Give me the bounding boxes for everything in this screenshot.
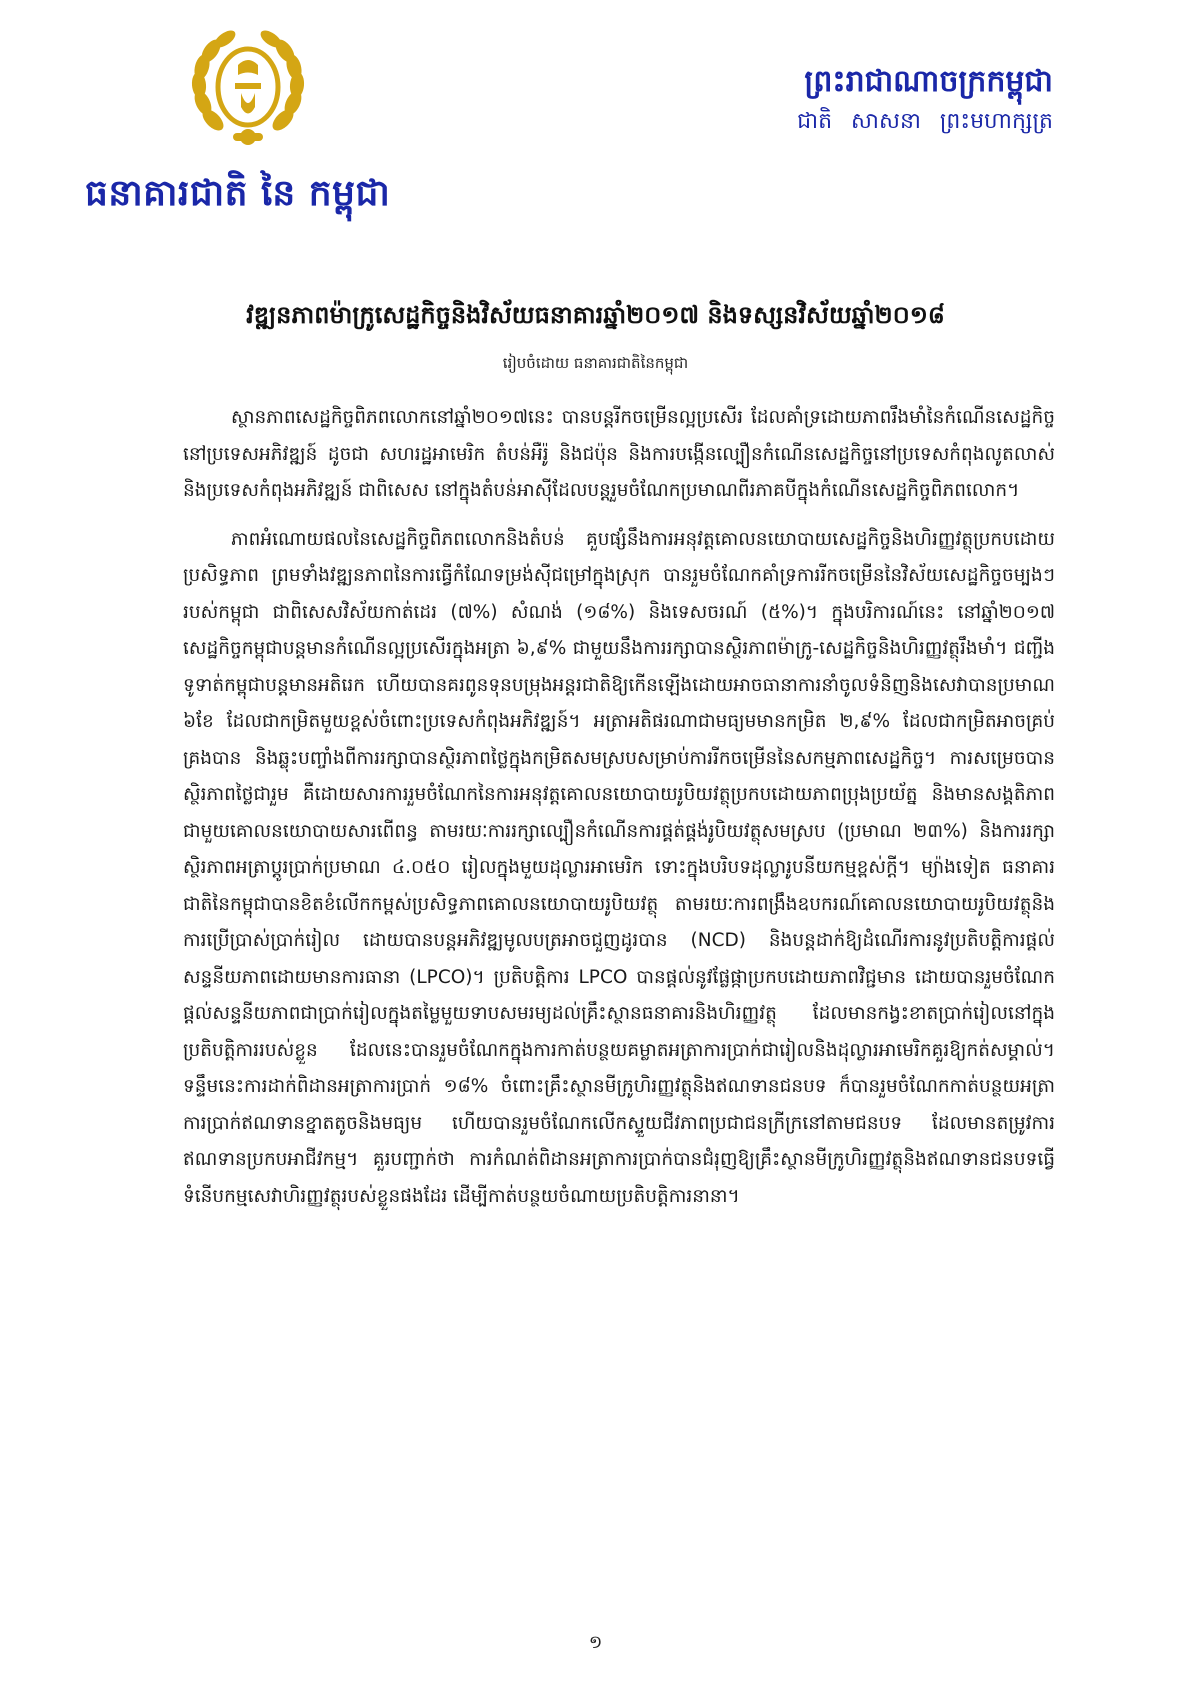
kingdom-motto: ជាតិ សាសនា ព្រះមហាក្សត្រ	[797, 109, 1053, 134]
document-author: រៀបចំដោយ ធនាគារជាតិនៃកម្ពុជា	[502, 354, 689, 372]
kingdom-title: ព្រះរាជាណាចក្រកម្ពុជា	[804, 64, 1053, 99]
page-number: ១	[588, 1632, 603, 1653]
bank-name: ធនាគារជាតិ នៃ កម្ពុជា	[85, 172, 391, 214]
paragraph: ភាពអំណោយផលនៃសេដ្ឋកិច្ចពិភពលោកនិងតំបន់ គួបផ្សំនឹងការអនុវត្តគោលនយោបាយសេដ្ឋកិច្ចនិងហិរញ្ញវត្ថុប្រកបដោយប្រសិទ្ធភាព ព្រមទាំងវឌ្ឍនភាពនៃការធ្វើកំណែទម្រង់ស៊ីជម្រៅក្នុងស្រុក បានរួមចំណែកគាំទ្រការរីកចម្រើននៃវិស័យសេដ្ឋកិច្ចចម្បងៗរបស់កម្ពុជា ជាពិសេសវិស័យកាត់ដេរ (៧%) សំណង់ (១៨%) និងទេសចរណ៍ (៥%)។ ក្នុងបរិការណ៍នេះ នៅឆ្នាំ២០១៧ សេដ្ឋកិច្ចកម្ពុជាបន្តមានកំណើនល្អប្រសើរក្នុងអត្រា ៦,៩% ជាមួយនឹងការរក្សាបានស្ថិរភាពម៉ាក្រូ-សេដ្ឋកិច្ចនិងហិរញ្ញវត្ថុរឹងមាំ។ ជញ្ជីងទូទាត់កម្ពុជាបន្តមានអតិរេក ហើយបានគរពូនទុនបម្រុងអន្តរជាតិឱ្យកើនឡើងដោយអាចធានាការនាំចូលទំនិញនិងសេវាបានប្រមាណ ៦ខែ ដែលជាកម្រិតមួយខ្ពស់ចំពោះប្រទេសកំពុងអភិវឌ្ឍន៍។ អត្រាអតិផរណាជាមធ្យមមានកម្រិត ២,៩% ដែលជាកម្រិតអាចគ្រប់គ្រងបាន និងឆ្លុះបញ្ចាំងពីការរក្សាបានស្ថិរភាពថ្លៃក្នុងកម្រិតសមស្របសម្រាប់ការរីកចម្រើននៃសកម្មភាពសេដ្ឋកិច្ច។ ការសម្រេចបានស្ថិរភាពថ្លៃជារួម គឺដោយសារការរួមចំណែកនៃការអនុវត្តគោលនយោបាយរូបិយវត្ថុប្រកបដោយភាពប្រុងប្រយ័ត្ន និងមានសង្គតិភាពជាមួយគោលនយោបាយសារពើពន្ធ តាមរយៈការរក្សាល្បឿនកំណើនការផ្គត់ផ្គង់រូបិយវត្ថុសមស្រប (ប្រមាណ ២៣%) និងការរក្សាស្ថិរភាពអត្រាប្តូរប្រាក់ប្រមាណ ៤.០៥០ រៀលក្នុងមួយដុល្លារអាមេរិក ទោះក្នុងបរិបទដុល្លារូបនីយកម្មខ្ពស់ក្តី។ ម្យ៉ាងទៀត ធនាគារជាតិនៃកម្ពុជាបានខិតខំលើកកម្ពស់ប្រសិទ្ធភាពគោលនយោបាយរូបិយវត្ថុ តាមរយៈការពង្រឹងឧបករណ៍គោលនយោបាយរូបិយវត្ថុនិងការប្រើប្រាស់ប្រាក់រៀល ដោយបានបន្តអភិវឌ្ឍមូលបត្រអាចជួញដូរបាន (NCD) និងបន្តដាក់ឱ្យដំណើរការនូវប្រតិបត្តិការផ្តល់សន្ទនីយភាពដោយមានការធានា (LPCO)។ ប្រតិបត្តិការ LPCO បានផ្តល់នូវផ្លែផ្កាប្រកបដោយភាពវិជ្ជមាន ដោយបានរួមចំណែកផ្តល់សន្ទនីយភាពជាប្រាក់រៀលក្នុងតម្លៃមួយទាបសមរម្យដល់គ្រឹះស្ថានធនាគារនិងហិរញ្ញវត្ថុ ដែលមានកង្វះខាតប្រាក់រៀលនៅក្នុងប្រតិបត្តិការរបស់ខ្លួន ដែលនេះបានរួមចំណែកក្នុងការកាត់បន្ថយគម្លាតអត្រាការប្រាក់ជារៀលនិងដុល្លារអាមេរិកគួរឱ្យកត់សម្គាល់។ ទន្ទឹមនេះការដាក់ពិដានអត្រាការប្រាក់ ១៨% ចំពោះគ្រឹះស្ថានមីក្រូហិរញ្ញវត្ថុនិងឥណទានជនបទ ក៏បានរួមចំណែកកាត់បន្ថយអត្រាការប្រាក់ឥណទានខ្នាតតូចនិងមធ្យម ហើយបានរួមចំណែកលើកស្ទួយជីវភាពប្រជាជនក្រីក្រនៅតាមជនបទ ដែលមានតម្រូវការឥណទានប្រកបអាជីវកម្ម។ គួរបញ្ជាក់ថា ការកំណត់ពិដានអត្រាការប្រាក់បានជំរុញឱ្យគ្រឹះស្ថានមីក្រូហិរញ្ញវត្ថុនិងឥណទានជនបទធ្វើទំនើបកម្មសេវាហិរញ្ញវត្ថុរបស់ខ្លួនផងដែរ ដើម្បីកាត់បន្ថយចំណាយប្រតិបត្តិការនានា។	[183, 528, 1055, 1207]
paragraph: ស្ថានភាពសេដ្ឋកិច្ចពិភពលោកនៅឆ្នាំ២០១៧នេះ បានបន្តរីកចម្រើនល្អប្រសើរ ដែលគាំទ្រដោយភាពរឹងមាំនៃកំណើនសេដ្ឋកិច្ចនៅប្រទេសអភិវឌ្ឍន៍ ដូចជា សហរដ្ឋអាមេរិក តំបន់អឺរ៉ូ និងជប៉ុន និងការបង្កើនល្បឿនកំណើនសេដ្ឋកិច្ចនៅប្រទេសកំពុងលូតលាស់និងប្រទេសកំពុងអភិវឌ្ឍន៍ ជាពិសេស នៅក្នុងតំបន់អាស៊ីដែលបន្តរួមចំណែកប្រមាណពីរភាគបីក្នុងកំណើនសេដ្ឋកិច្ចពិភពលោក។	[183, 407, 1055, 501]
document-body	[183, 400, 1055, 1227]
national-bank-emblem-icon	[183, 25, 313, 155]
kingdom-header	[797, 60, 1053, 140]
document-title: វឌ្ឍនភាពម៉ាក្រូសេដ្ឋកិច្ចនិងវិស័យធនាគារឆ្នាំ២០១៧ និងទស្សនវិស័យឆ្នាំ២០១៨	[246, 300, 945, 329]
